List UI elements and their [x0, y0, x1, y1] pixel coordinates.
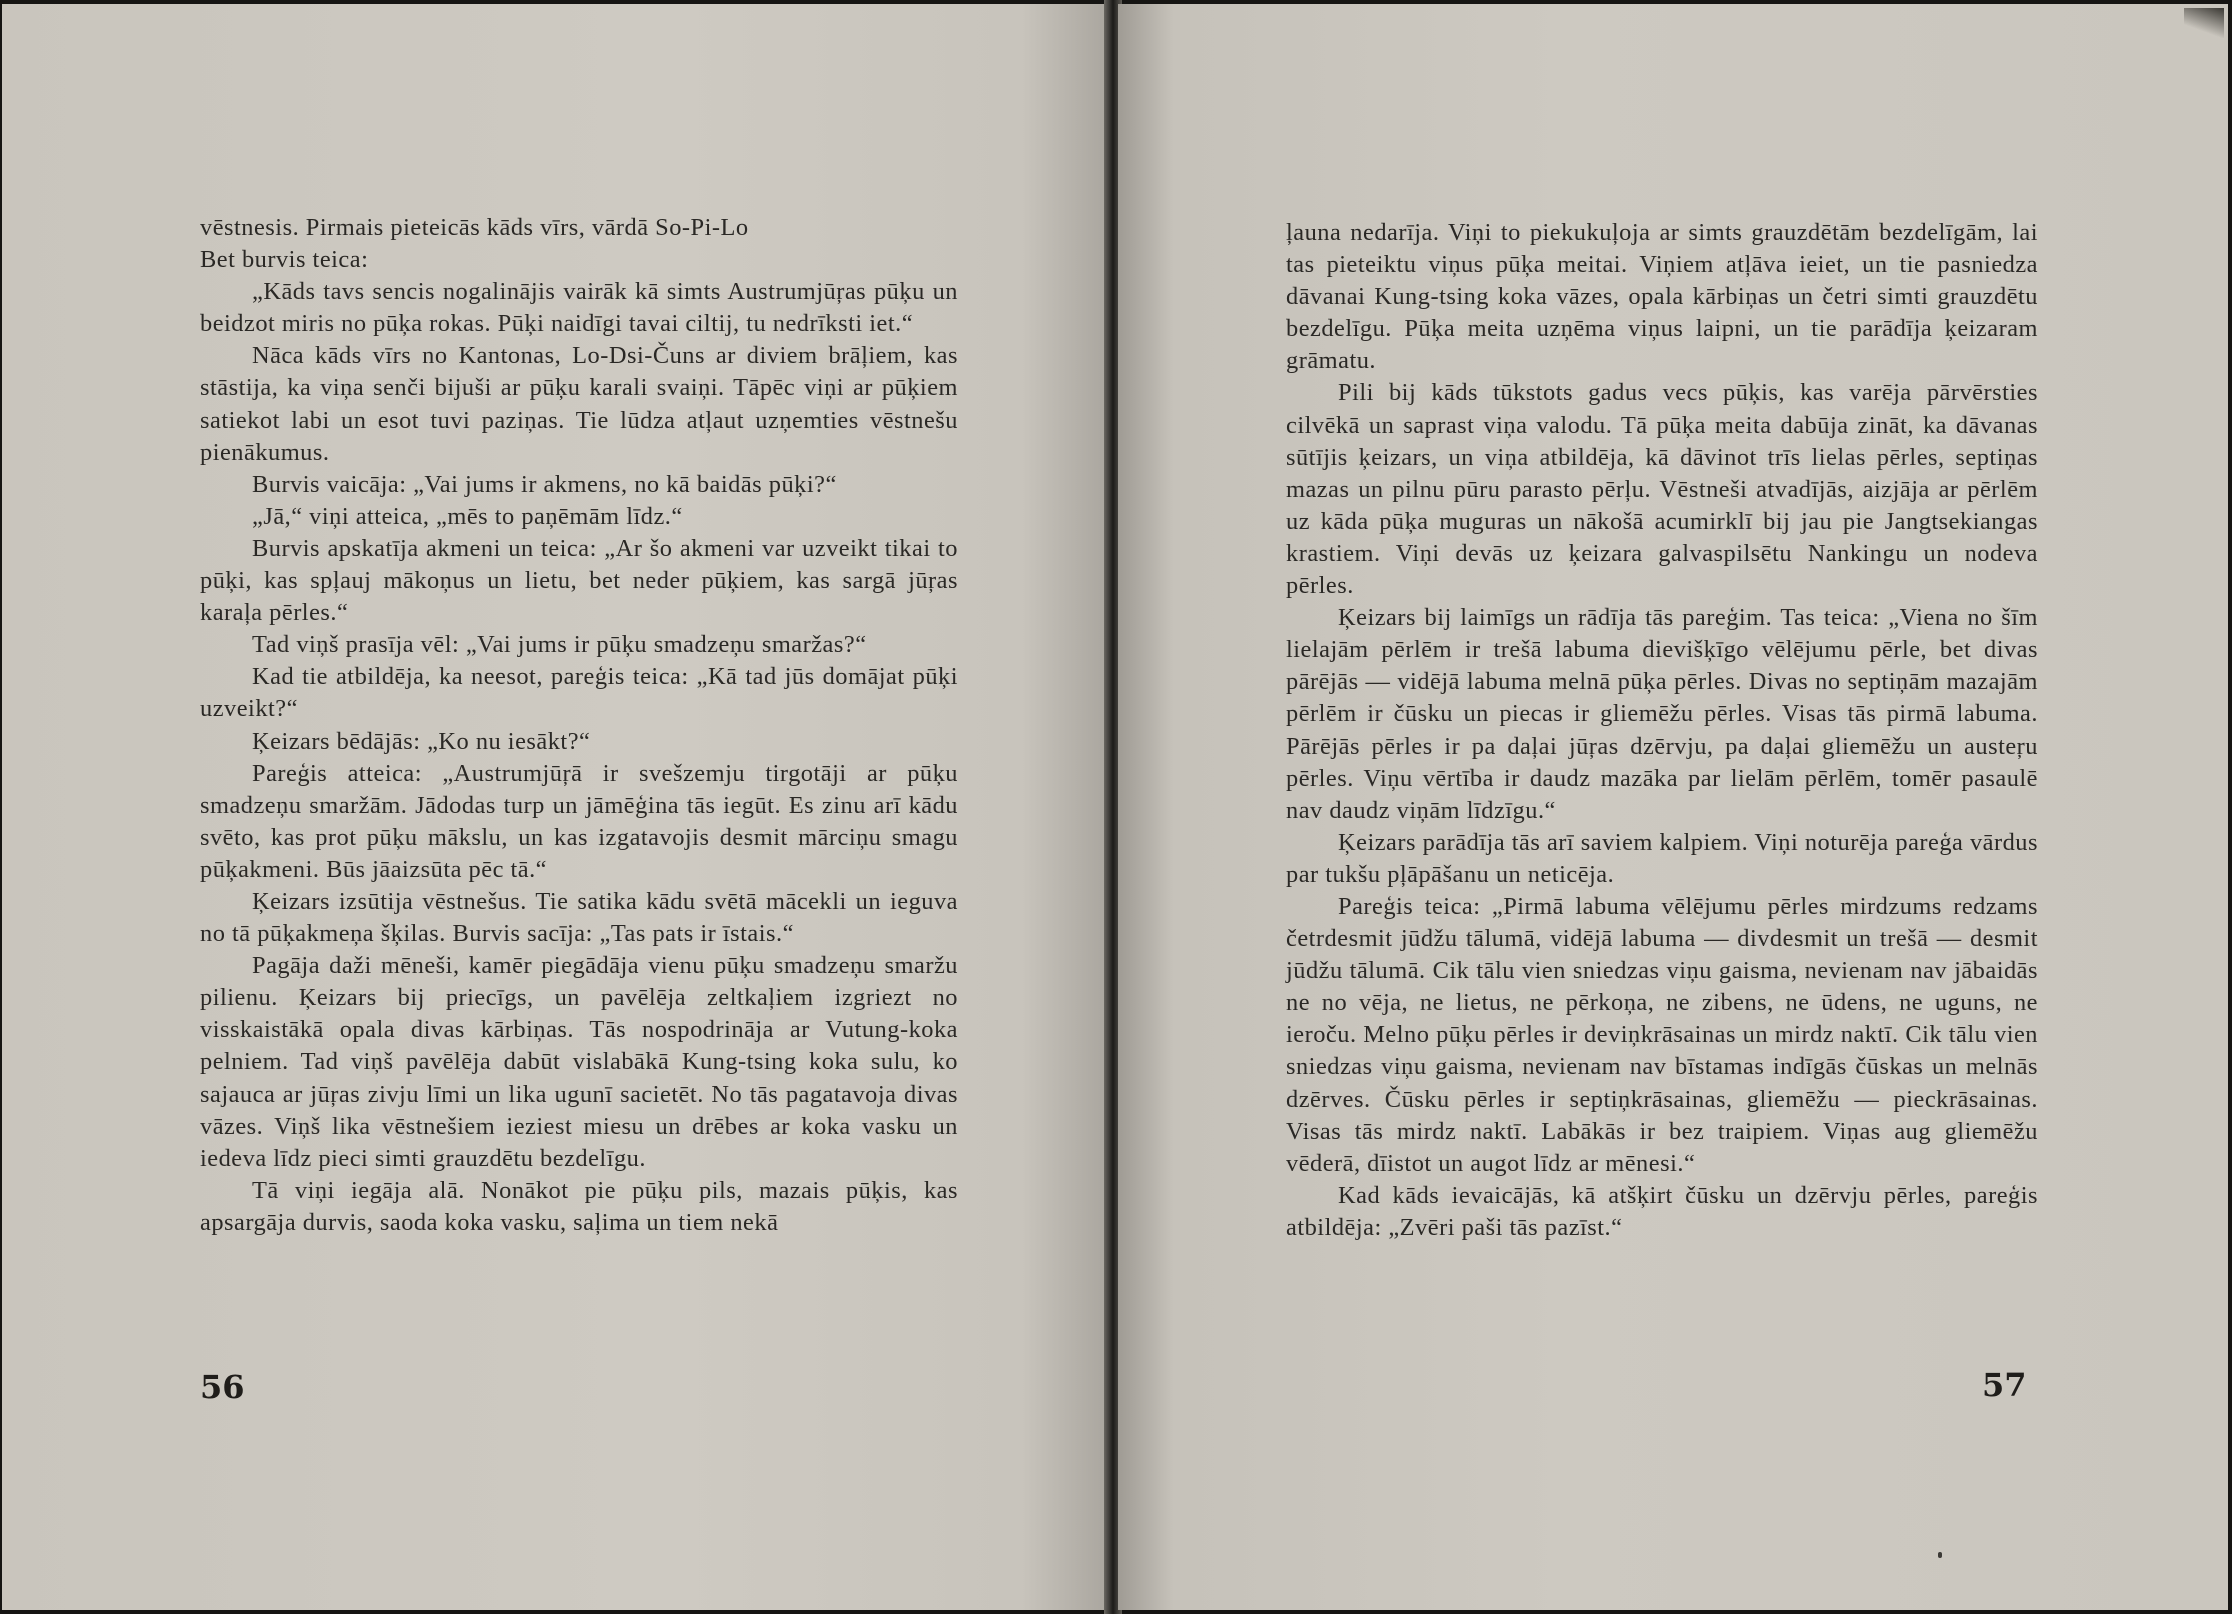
page-number: 56 — [200, 1368, 245, 1406]
paragraph: Kad tie atbildēja, ka neesot, pareģis teica: „Kā tad jūs domājat pūķi uzveikt?“ — [200, 663, 958, 723]
paragraph: Nāca kāds vīrs no Kantonas, Lo-Dsi-Čuns ar diviem brāļiem, kas stāstija, ka viņa senči bijuši ar pūķu karali svaiņi. Tāpēc viņi ar pūķiem satiekot labi un esot tuvi paziņas. Tie lūdza atļaut uzņemties vēstnešu pienākumus. — [200, 342, 958, 466]
paper-speck — [1938, 1552, 1942, 1558]
page-corner-shadow — [2184, 8, 2224, 38]
left-page — [2, 4, 1110, 1610]
paragraph: Tā viņi iegāja alā. Nonākot pie pūķu pils, mazais pūķis, kas apsargāja durvis, saoda koka vasku, saļima un tiem nekā — [200, 1176, 958, 1236]
paragraph: Burvis apskatīja akmeni un teica: „Ar šo akmeni var uzveikt tikai to pūķi, kas spļauj mākoņus un lietu, bet neder pūķiem, kas sargā jūŗas karaļa pērles.“ — [200, 534, 958, 627]
right-page-text — [1286, 217, 2038, 1244]
paragraph: „Jā,“ viņi atteica, „mēs to paņēmām līdz.“ — [252, 502, 683, 530]
paragraph: Pagāja daži mēneši, kamēr piegādāja vienu pūķu smadzeņu smaržu pilienu. Ķeizars bij priecīgs, un pavēlēja zeltkaļiem izgriezt no visskaistākā opala divas kārbiņas. Tās nospodrināja ar Vutung-koka pelniem. Tad viņš pavēlēja dabūt vislabākā Kung-tsing koka sulu, ko sajauca ar jūŗas zivju līmi un lika ugunī sacietēt. No tās pagatavoja divas vāzes. Viņš lika vēstnešiem ieziest miesu un drēbes ar koka vasku un iedeva līdz pieci simti grauzdētu bezdelīgu. — [200, 952, 958, 1172]
paragraph: Burvis vaicāja: „Vai jums ir akmens, no kā baidās pūķi?“ — [252, 470, 837, 498]
paragraph: „Kāds tavs sencis nogalinājis vairāk kā simts Austrumjūŗas pūķu un beidzot miris no pūķa rokas. Pūķi naidīgi tavai ciltij, tu nedrīksti iet.“ — [200, 278, 958, 338]
paragraph: Ķeizars izsūtija vēstnešus. Tie satika kādu svētā mācekli un ieguva no tā pūķakmeņa šķilas. Burvis sacīja: „Tas pats ir īstais.“ — [200, 887, 958, 948]
right-page — [1118, 4, 2228, 1610]
paragraph: Pili bij kāds tūkstots gadus vecs pūķis, kas varēja pārvērsties cilvēkā un saprast viņa valodu. Tā pūķa meita dabūja zināt, ka dāvanas sūtījis ķeizars, un viņa atbildēja, kā dāvinot trīs lielas pērles, septiņas mazas un pilnu pūru parasto pērļu. Vēstneši atvadījās, aizjāja ar pērlēm uz kāda pūķa muguras un nākošā acumirklī bij jau pie Jangtsekiangas krastiem. Viņi devās uz ķeizara galvaspilsētu Nankingu un nodeva pērles. — [1286, 379, 2038, 600]
paragraph: Kad kāds ievaicājās, kā atšķirt čūsku un dzērvju pērles, pareģis atbildēja: „Zvēri paši tās pazīst.“ — [1286, 1181, 2038, 1241]
page-number: 57 — [1982, 1366, 2027, 1404]
paragraph: Bet burvis teica: — [200, 246, 369, 274]
paragraph: vēstnesis. Pirmais pieteicās kāds vīrs, vārdā So-Pi-Lo — [200, 214, 749, 241]
paragraph: Pareģis atteica: „Austrumjūŗā ir svešzemju tirgotāji ar pūķu smadzeņu smaržām. Jādodas turp un jāmēģina tās iegūt. Es zinu arī kādu svēto, kas prot pūķu mākslu, un kas izgatavojis desmit mārciņu smagu pūķakmeni. Būs jāaizsūta pēc tā.“ — [200, 759, 958, 883]
paragraph: Tad viņš prasīja vēl: „Vai jums ir pūķu smadzeņu smaržas?“ — [252, 631, 867, 659]
paragraph: Ķeizars parādīja tās arī saviem kalpiem. Viņi noturēja pareģa vārdus par tukšu pļāpāšanu un neticēja. — [1286, 828, 2038, 888]
paragraph: Ķeizars bēdājās: „Ko nu iesākt?“ — [252, 727, 591, 755]
paragraph: Ķeizars bij laimīgs un rādīja tās pareģim. Tas teica: „Viena no šīm lielajām pērlēm ir trešā labuma dievišķīgo vēlējumu pērle, bet divas pārējās — vidējā labuma melnā pūķa pērles. Divas no septiņām mazajām pērlēm ir čūsku un piecas ir gliemēžu pērles. Visas tās pirmā labuma. Pārējās pērles ir pa daļai jūŗas dzērvju, pa daļai gliemēžu un austeŗu pērles. Viņu vērtība ir daudz mazāka par lielām pērlēm, tomēr pasaulē nav daudz viņām līdzīgu.“ — [1286, 604, 2038, 824]
left-page-text — [200, 212, 958, 1239]
paragraph: Pareģis teica: „Pirmā labuma vēlējumu pērles mirdzums redzams četrdesmit jūdžu tālumā, vidējā labuma — divdesmit un trešā — desmit jūdžu tālumā. Cik tālu vien sniedzas viņu gaisma, nevienam nav jābaidās ne no vēja, ne lietus, ne pērkoņa, ne zibens, ne ūdens, ne uguns, ne ieroču. Melno pūķu pērles ir deviņkrāsainas un mirdz naktī. Cik tālu vien sniedzas viņu gaisma, nevienam nav bīstamas indīgās čūskas un melnās dzērves. Čūsku pērles ir septiņkrāsainas, gliemēžu — pieckrāsainas. Visas tās mirdz naktī. Labākās ir bez traipiem. Viņas aug gliemēžu vēderā, dīistot un augot līdz ar mēnesi.“ — [1286, 892, 2038, 1177]
paragraph: ļauna nedarīja. Viņi to piekukuļoja ar simts grauzdētām bezdelīgām, lai tas pieteiktu viņus pūķa meitai. Viņiem atļāva ieiet, un tie pasniedza dāvanai Kung-tsing koka vāzes, opala kārbiņas un četri simti grauzdētu bezdelīgu. Pūķa meita uzņēma viņus laipni, un tie parādīja ķeizaram grāmatu. — [1286, 219, 2038, 375]
